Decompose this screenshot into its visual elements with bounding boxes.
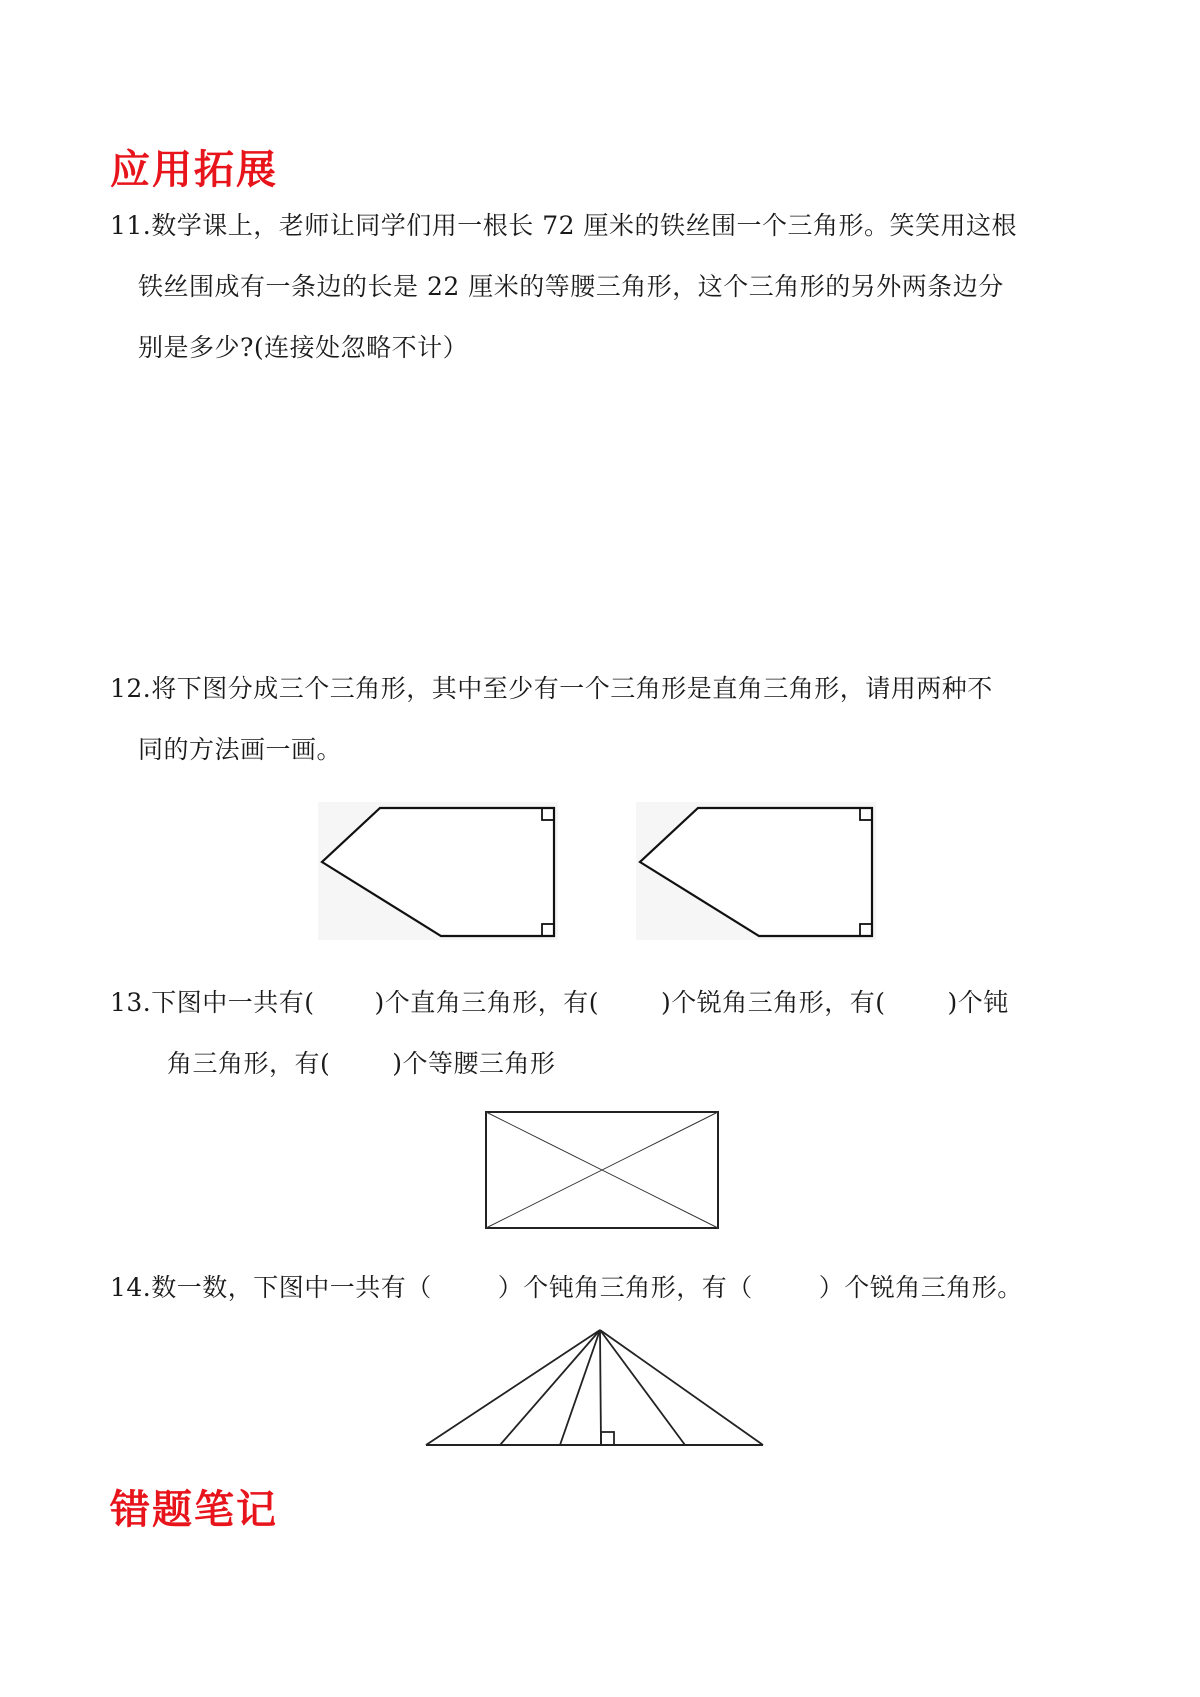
section-heading: 应用拓展 xyxy=(110,146,278,193)
rectangle-diagonals-figure xyxy=(478,1108,724,1236)
pentagon-figure-left xyxy=(318,802,558,940)
q13-text-2: )个直角三角形，有( xyxy=(374,988,600,1017)
q14-text-2: ）个钝角三角形，有（ xyxy=(497,1273,753,1302)
q13-text-6: )个等腰三角形 xyxy=(392,1049,556,1078)
q13-text-1: 13.下图中一共有( xyxy=(110,988,315,1017)
q14-text-1: 14.数一数，下图中一共有（ xyxy=(110,1273,432,1302)
q11-line-1: 11.数学课上，老师让同学们用一根长 72 厘米的铁丝围一个三角形。笑笑用这根 xyxy=(110,211,1017,240)
q11-line-2: 铁丝围成有一条边的长是 22 厘米的等腰三角形，这个三角形的另外两条边分 xyxy=(138,272,1004,301)
q12-line-1: 12.将下图分成三个三角形，其中至少有一个三角形是直角三角形，请用两种不 xyxy=(110,674,993,703)
pentagon-figure-right xyxy=(636,802,876,940)
q13-line-1 xyxy=(110,983,1009,1019)
q13-text-5: 角三角形，有( xyxy=(167,1049,331,1078)
notes-heading: 错题笔记 xyxy=(110,1486,278,1533)
q13-text-4: )个钝 xyxy=(947,988,1009,1017)
q14-line-1 xyxy=(110,1268,1023,1304)
q11-line-3: 别是多少?(连接处忽略不计） xyxy=(138,333,469,362)
fan-triangle-figure xyxy=(420,1325,770,1451)
q14-text-3: ）个锐角三角形。 xyxy=(818,1273,1023,1302)
q12-line-2: 同的方法画一画。 xyxy=(138,735,343,764)
q13-line-2 xyxy=(167,1044,556,1080)
q13-text-3: )个锐角三角形，有( xyxy=(661,988,886,1017)
